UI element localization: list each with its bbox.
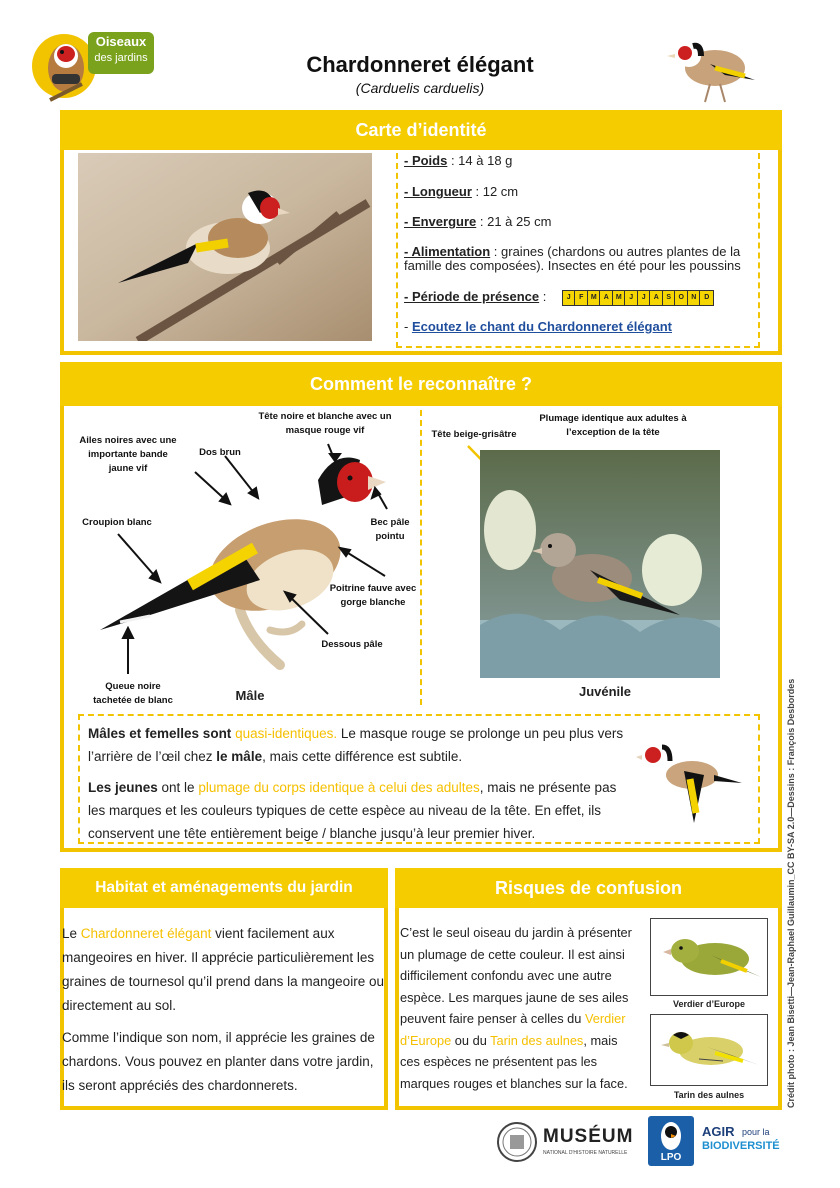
annotation-tail: Queue noire tachetée de blanc [93,681,173,706]
greenfinch-caption: Verdier d’Europe [672,999,746,1009]
fact-length-value: : 12 cm [471,184,519,199]
fact-weight [404,153,512,168]
song-prefix: - [404,319,412,334]
fact-presence [404,289,714,306]
agir-pour-la: pour la [742,1127,770,1137]
month-cell: M [613,291,626,305]
habitat-text [62,922,384,1106]
habitat-paragraph-2: Comme l’indique son nom, il apprécie les graines de chardons. Vous pouvez en planter dans votre jardin, ils seront appréciés des chardonnerets. [62,1030,375,1093]
month-cell: J [638,291,651,305]
annotation-breast: Poitrine fauve avec gorge blanche [329,583,417,608]
note-paragraph-1 [88,722,628,768]
identity-facts-box [396,153,760,348]
month-cell: M [588,291,601,305]
habitat-banner: Habitat et aménagements du jardin [60,868,388,908]
annotation-back: Dos brun [199,447,241,458]
note-p1-end: , mais cette différence est subtile. [262,749,463,764]
confusion-text-start: C’est le seul oiseau du jardin à présenter un plumage de cette couleur. Il est ainsi difficilement confondu avec une autre espèce. Les marques jaune de ses ailes peuvent faire penser à celles du [400,925,632,1026]
page-title: Chardonneret élégant [306,52,534,77]
museum-logo [497,1120,647,1164]
juvenile-caption: Juvénile [578,684,632,699]
page-subtitle: (Carduelis carduelis) [355,80,485,96]
museum-subtitle: NATIONAL D'HISTOIRE NATURELLE [543,1150,628,1156]
flying-goldfinch-illustration [636,735,744,825]
month-cell: A [600,291,613,305]
fact-wingspan-value: : 21 à 25 cm [476,214,552,229]
confusion-text-end: , mais ces espèces ne présentent pas les marques rouges et blanches sur la face. [400,1032,628,1091]
month-cell: J [563,291,576,305]
note-p2-start: ont le [157,780,199,795]
month-cell: S [663,291,676,305]
habitat-p1-start: Le [62,926,81,941]
logo-text-top: Oiseaux [95,34,147,49]
siskin-illustration [650,1014,768,1086]
lpo-text: LPO [660,1152,682,1163]
month-cell: N [688,291,701,305]
annotation-head: Tête noire et blanche avec un masque rouge vif [258,411,392,436]
annotation-wings: Ailes noires avec une importante bande jaune vif [79,435,177,474]
listen-song-link[interactable]: Ecoutez le chant du Chardonneret élégant [411,319,672,334]
fact-wingspan-label: - Envergure [404,214,477,229]
fact-food [404,245,754,273]
confusion-highlight-siskin: Tarin des aulnes [490,1032,584,1048]
juvenile-goldfinch-photo [480,450,720,678]
month-cell: D [700,291,713,305]
note-paragraph-2 [88,776,633,845]
museum-seal-icon [497,1120,537,1164]
museum-name: MUSÉUM [543,1126,634,1147]
note-p2-bold: Les jeunes [88,780,158,795]
agir-text: AGIR [702,1124,735,1139]
confusion-text-middle: ou du [451,1032,491,1048]
annotation-juvenile-head: Tête beige-grisâtre [431,429,517,440]
annotation-belly: Dessous pâle [321,639,383,650]
goldfinch-photo [78,153,372,341]
presence-months-table [562,290,714,306]
logo-text-bottom: des jardins [94,52,148,64]
note-p1-highlight: quasi-identiques. [235,726,338,741]
month-cell: A [650,291,663,305]
siskin-caption: Tarin des aulnes [673,1090,745,1100]
confusion-text [400,922,640,1094]
identity-card-banner: Carte d’identité [60,110,782,150]
agir-biodiversite-logo [702,1124,792,1160]
annotation-rump: Croupion blanc [82,517,152,528]
fact-presence-colon: : [539,289,547,304]
fact-length-label: - Longueur [404,184,472,199]
male-caption: Mâle [235,688,265,703]
confusion-banner: Risques de confusion [395,868,782,908]
biodiversite-text: BIODIVERSITÉ [702,1140,780,1152]
recognition-banner: Comment le reconnaître ? [60,362,782,406]
fact-length [404,184,518,199]
goldfinch-header-illustration [665,20,770,108]
fact-weight-label: - Poids [404,153,448,168]
note-p1-middle: Le masque rouge se prolonge un peu plus vers l’arrière de l’œil chez [88,726,624,764]
annotation-juvenile-plumage: Plumage identique aux adultes à l’exception de la tête [539,413,687,438]
note-p2-end: , mais ne présente pas les marques et les couleurs typiques de cette espèce au niveau de la tête. En effet, ils conservent une tête entièrement beige / blanche jusqu’à leur premier hiver. [88,780,617,841]
month-cell: F [575,291,588,305]
photo-credit: Crédit photo : Jean Bisetti—Jean-Raphael Guillaumin_CC BY-SA 2.0—Dessins : François Desbordes [786,678,796,1108]
confusion-highlight-greenfinch: Verdier d’Europe [400,1011,626,1048]
fact-wingspan [404,214,551,229]
recognition-divider [420,410,422,705]
fact-weight-value: : 14 à 18 g [447,153,513,168]
note-p1-bold: le mâle [216,749,263,764]
lpo-logo [648,1116,694,1166]
annotation-beak: Bec pâle pointu [370,517,410,542]
month-cell: O [675,291,688,305]
month-cell: J [625,291,638,305]
habitat-paragraph-1 [62,922,384,1018]
fact-food-label: - Alimentation [404,244,491,259]
note-p1-start: Mâles et femelles sont [88,726,236,741]
fact-presence-label: - Période de présence [404,289,540,304]
habitat-p1-highlight: Chardonneret élégant [80,926,212,941]
note-p2-highlight: plumage du corps identique à celui des adultes [198,780,480,795]
fact-song [404,319,672,334]
fact-food-value: : graines (chardons ou autres plantes de la famille des composées). Insectes en été pour les poussins [404,244,741,273]
greenfinch-illustration [650,918,768,996]
habitat-p1-end: vient facilement aux mangeoires en hiver. Il apprécie particulièrement les graines de tournesol qu’il prend dans la mangeoire ou directement au sol. [62,926,384,1013]
